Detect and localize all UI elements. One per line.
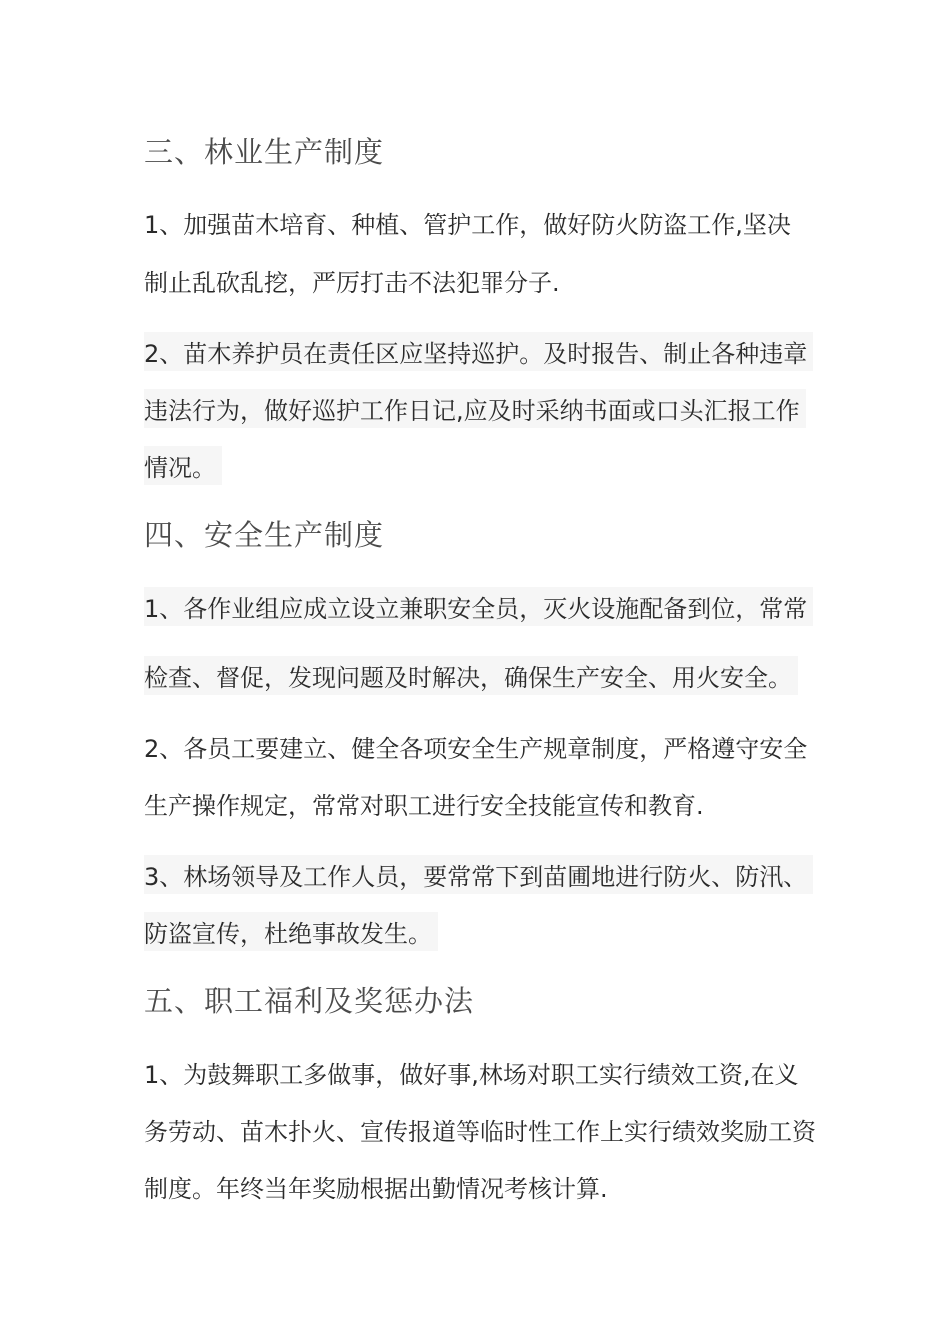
- paragraph-line: 制度。年终当年奖励根据出勤情况考核计算.: [144, 1175, 608, 1203]
- paragraph-line: 2、各员工要建立、健全各项安全生产规章制度，严格遵守安全: [144, 735, 808, 763]
- paragraph-line: 情况。: [144, 446, 222, 485]
- section-heading-safety-production: 四、安全生产制度: [144, 518, 385, 552]
- section-heading-welfare-rewards: 五、职工福利及奖惩办法: [144, 984, 475, 1018]
- section-heading-forestry-production: 三、林业生产制度: [144, 135, 385, 169]
- paragraph-line: 检查、督促，发现问题及时解决，确保生产安全、用火安全。: [144, 656, 798, 695]
- paragraph-line: 务劳动、苗木扑火、宣传报道等临时性工作上实行绩效奖励工资: [144, 1118, 816, 1146]
- paragraph-line: 2、苗木养护员在责任区应坚持巡护。及时报告、制止各种违章: [144, 332, 813, 371]
- paragraph-line: 1、各作业组应成立设立兼职安全员，灭火设施配备到位，常常: [144, 587, 813, 626]
- paragraph-line: 制止乱砍乱挖，严厉打击不法犯罪分子.: [144, 269, 560, 297]
- paragraph-line: 生产操作规定，常常对职工进行安全技能宣传和教育.: [144, 792, 704, 820]
- paragraph-line: 违法行为，做好巡护工作日记,应及时采纳书面或口头汇报工作: [144, 389, 806, 428]
- paragraph-line: 1、加强苗木培育、种植、管护工作，做好防火防盗工作,坚决: [144, 211, 791, 239]
- paragraph-line: 1、为鼓舞职工多做事，做好事,林场对职工实行绩效工资,在义: [144, 1061, 799, 1089]
- paragraph-line: 3、林场领导及工作人员，要常常下到苗圃地进行防火、防汛、: [144, 855, 813, 894]
- paragraph-line: 防盗宣传，杜绝事故发生。: [144, 912, 438, 951]
